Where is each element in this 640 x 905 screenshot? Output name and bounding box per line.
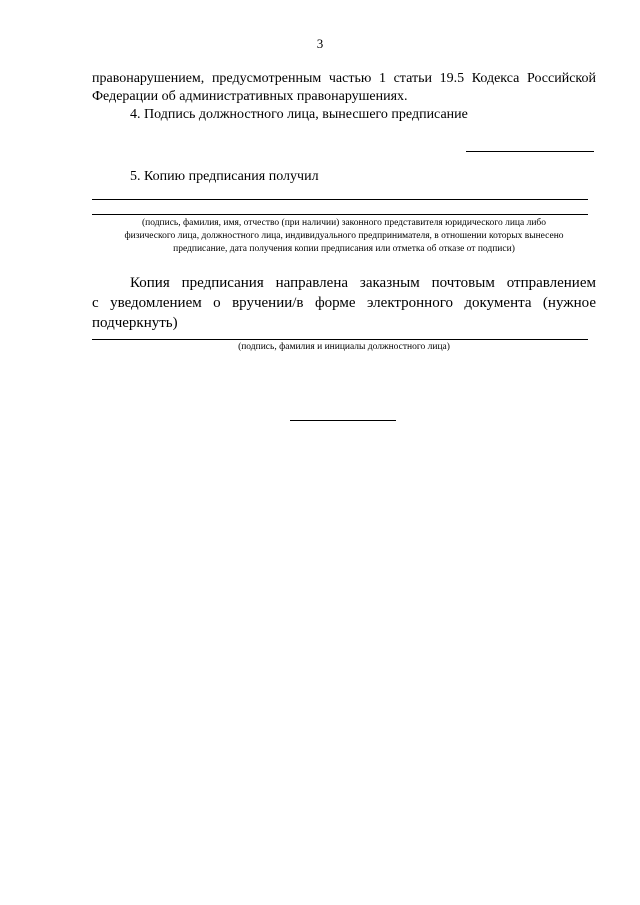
recipient-caption-line-1: (подпись, фамилия, имя, отчество (при наличии) законного представителя юридического лица либо <box>141 218 547 228</box>
copy-sent-line-2: с уведомлением о вручении/в форме электронного документа (нужное <box>92 295 596 311</box>
copy-sent-paragraph <box>92 273 596 333</box>
official-signature-line <box>466 151 594 152</box>
copy-sent-line-1: Копия предписания направлена заказным почтовым отправлением <box>130 275 596 291</box>
official-name-line <box>92 339 588 340</box>
recipient-signature-line-2 <box>92 214 588 215</box>
recipient-signature-line-1 <box>92 199 588 200</box>
page-number: 3 <box>316 36 324 51</box>
official-name-caption: (подпись, фамилия и инициалы должностного лица) <box>238 342 450 352</box>
end-of-document-divider <box>290 420 396 421</box>
recipient-caption-line-3: предписание, дата получения копии предписания или отметка об отказе от подписи) <box>173 244 515 254</box>
item-5-copy-received-label: 5. Копию предписания получил <box>130 169 319 184</box>
intro-line-2: Федерации об административных правонарушениях. <box>92 89 408 104</box>
copy-sent-line-3: подчеркнуть) <box>92 315 178 331</box>
intro-line-1: правонарушением, предусмотренным частью 1 статьи 19.5 Кодекса Российской <box>92 71 596 86</box>
recipient-caption-line-2: физического лица, должностного лица, индивидуального предпринимателя, в отношении которых вынесено <box>124 231 564 241</box>
recipient-signature-caption <box>92 217 596 256</box>
item-4-signature-label: 4. Подпись должностного лица, вынесшего предписание <box>130 107 468 122</box>
